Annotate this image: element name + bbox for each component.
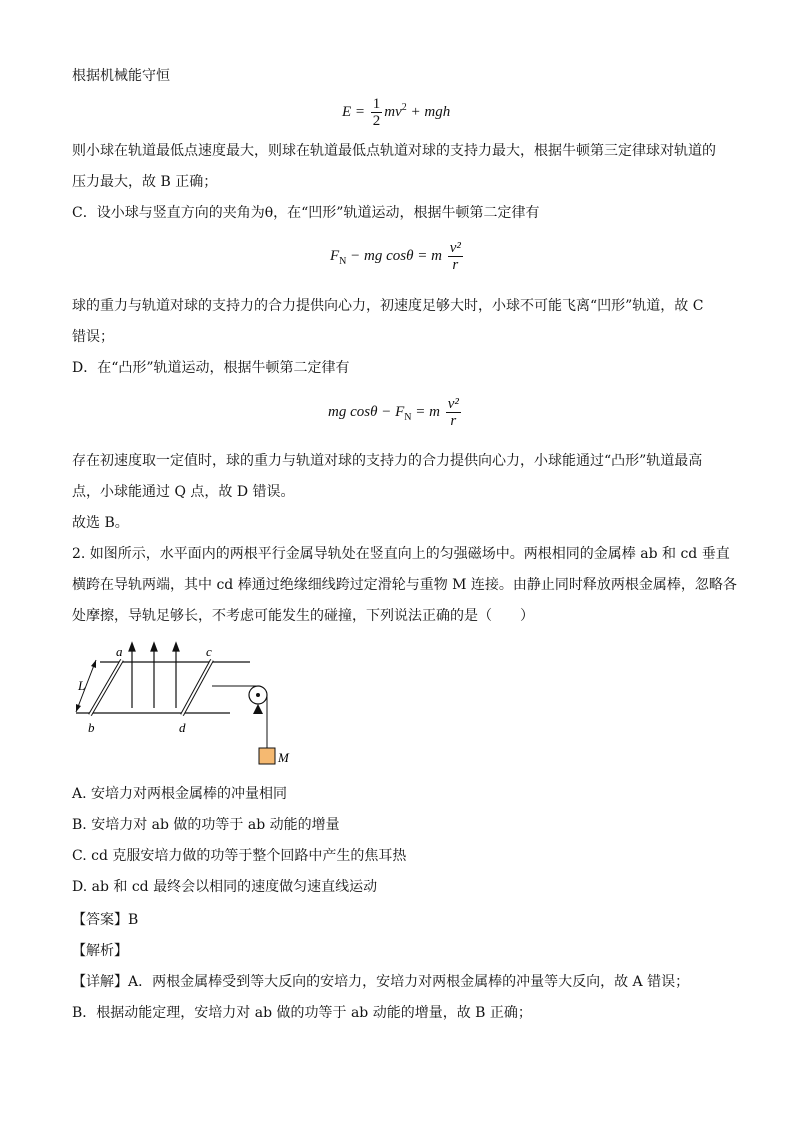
- fraction: $\frac{\text{v²}}{r}$: [449, 240, 461, 273]
- text-line: 错误；: [72, 329, 114, 345]
- text-line: 压力最大，故 B 正确；: [72, 174, 218, 190]
- option-a: A. 安培力对两根金属棒的冲量相同: [72, 786, 288, 802]
- fraction: $\frac{1}{2}$: [372, 96, 381, 129]
- analysis-label: 【解析】: [72, 943, 128, 959]
- text-line: 点，小球能通过 Q 点，故 D 错误。: [72, 484, 295, 500]
- label-d: d: [179, 720, 186, 735]
- label-a: a: [116, 644, 123, 659]
- label-b: b: [88, 720, 95, 735]
- rail-diagram: [70, 640, 300, 770]
- label-M: M: [278, 750, 289, 765]
- label-L: L: [78, 678, 86, 693]
- fraction: $\frac{\text{v²}}{r}$: [447, 396, 459, 429]
- text-line: D．在“凸形”轨道运动，根据牛顿第二定律有: [72, 360, 350, 376]
- answer-label: 【答案】B: [72, 912, 139, 928]
- weight-block: [259, 748, 275, 764]
- label-c: c: [206, 644, 212, 659]
- text-line: C．设小球与竖直方向的夹角为θ，在“凹形”轨道运动，根据牛顿第二定律有: [72, 205, 540, 221]
- question-text: 2. 如图所示，水平面内的两根平行金属导轨处在竖直向上的匀强磁场中。两根相同的金属棒 ab 和 cd 垂直: [72, 546, 730, 562]
- question-text: 处摩擦，导轨足够长，不考虑可能发生的碰撞，下列说法正确的是（ ）: [72, 608, 534, 624]
- pulley-mount: [253, 704, 263, 714]
- option-d: D. ab 和 cd 最终会以相同的速度做匀速直线运动: [72, 879, 378, 895]
- equation-concave: $F_N$ − mg cosθ = m $\frac{\text{v²}}{r}$: [330, 240, 461, 273]
- text-line: 故选 B。: [72, 515, 129, 531]
- text-line: 球的重力与轨道对球的支持力的合力提供向心力，初速度足够大时，小球不可能飞离“凹形”轨道，故 C: [72, 298, 704, 314]
- option-c: C. cd 克服安培力做的功等于整个回路中产生的焦耳热: [72, 848, 407, 864]
- detail-line: B．根据动能定理，安培力对 ab 做的功等于 ab 动能的增量，故 B 正确；: [72, 1005, 532, 1021]
- question-text: 横跨在导轨两端，其中 cd 棒通过绝缘细线跨过定滑轮与重物 M 连接。由静止同时释放两根金属棒，忽略各: [72, 577, 737, 593]
- field-arrow-icon: [129, 643, 179, 708]
- detail-line: 【详解】A．两根金属棒受到等大反向的安培力，安培力对两根金属棒的冲量等大反向，故 A 错误；: [72, 974, 690, 990]
- option-b: B. 安培力对 ab 做的功等于 ab 动能的增量: [72, 817, 340, 833]
- text-line: 存在初速度取一定值时，球的重力与轨道对球的支持力的合力提供向心力，小球能通过“凸形”轨道最高: [72, 453, 703, 469]
- text-line: 则小球在轨道最低点速度最大，则球在轨道最低点轨道对球的支持力最大，根据牛顿第三定律球对轨道的: [72, 143, 716, 159]
- text-line: 根据机械能守恒: [72, 68, 170, 84]
- equation-convex: mg $\cos\theta - F_N = m$ $\frac{\text{v²}}{r}$: [328, 396, 459, 429]
- equation-energy: E = $\frac{1}{2}$ $mv^2$ + mgh: [342, 96, 451, 129]
